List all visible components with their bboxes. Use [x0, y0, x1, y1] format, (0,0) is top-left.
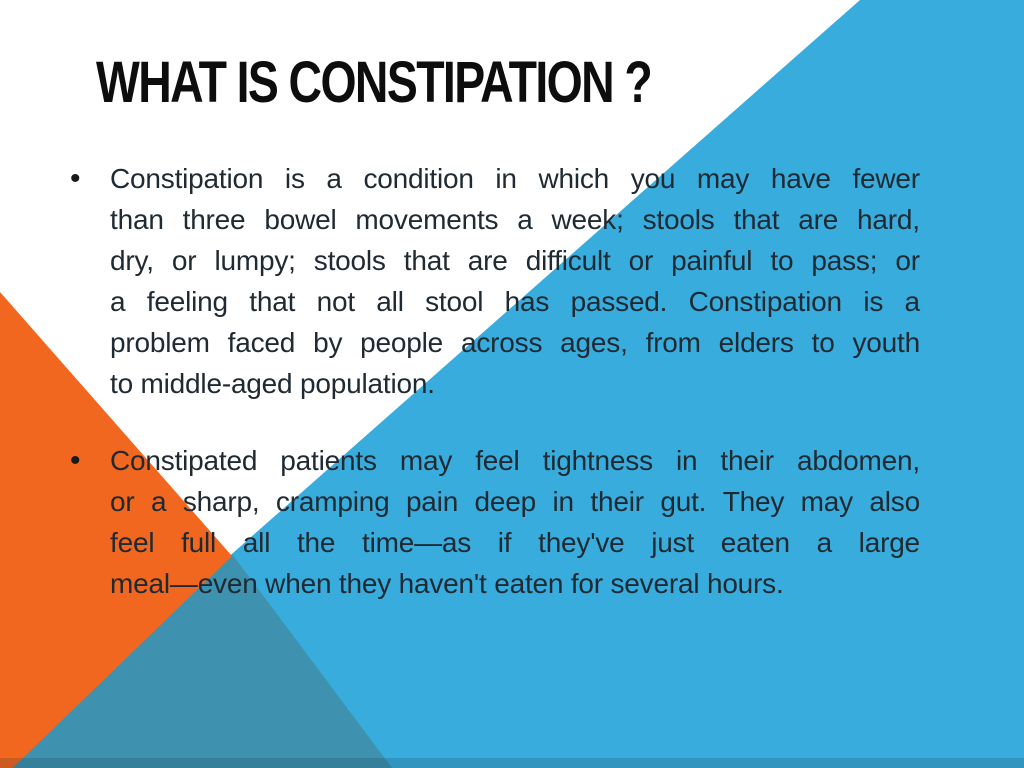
- word: also: [869, 486, 920, 517]
- word: than: [110, 204, 164, 235]
- word: in: [552, 486, 574, 517]
- word: not: [316, 286, 355, 317]
- word: pain: [405, 486, 459, 517]
- word: dry,: [110, 245, 154, 276]
- word: just: [651, 527, 695, 558]
- word: to: [770, 245, 794, 276]
- text-line: [110, 522, 920, 563]
- text-line: to middle-aged population.: [110, 368, 435, 399]
- bullet-item: [70, 440, 920, 604]
- word: that: [249, 286, 296, 317]
- word: by: [313, 327, 343, 358]
- word: painful: [671, 245, 753, 276]
- word: week;: [551, 204, 624, 235]
- word: is: [284, 163, 305, 194]
- slide-title: WHAT IS CONSTIPATION ?: [96, 50, 652, 115]
- word: all: [242, 527, 271, 558]
- word: faced: [227, 327, 296, 358]
- text-line: meal—even when they haven't eaten for several hours.: [110, 568, 784, 599]
- word: cramping: [275, 486, 390, 517]
- word: time—as: [361, 527, 472, 558]
- word: their: [720, 445, 774, 476]
- word: large: [858, 527, 920, 558]
- word: hard,: [857, 204, 920, 235]
- word: three: [182, 204, 246, 235]
- word: may: [696, 163, 750, 194]
- text-line: [110, 158, 920, 199]
- word: feel: [475, 445, 520, 476]
- word: gut.: [660, 486, 707, 517]
- word: passed.: [570, 286, 668, 317]
- bullet-dot-icon: •: [70, 162, 81, 195]
- word: abdomen,: [796, 445, 920, 476]
- text-line: [110, 481, 920, 522]
- text-line: [110, 281, 920, 322]
- word: stool: [425, 286, 484, 317]
- word: you: [630, 163, 676, 194]
- word: ages,: [560, 327, 628, 358]
- word: their: [590, 486, 644, 517]
- word: feeling: [146, 286, 228, 317]
- word: Constipation: [688, 286, 842, 317]
- word: condition: [363, 163, 474, 194]
- word: in: [675, 445, 698, 476]
- word: or: [628, 245, 654, 276]
- word: or: [110, 486, 135, 517]
- word: a: [904, 286, 920, 317]
- word: stools: [642, 204, 715, 235]
- word: may: [800, 486, 853, 517]
- word: elders: [718, 327, 794, 358]
- word: has: [504, 286, 550, 317]
- word: sharp,: [182, 486, 260, 517]
- word: people: [360, 327, 444, 358]
- text-line: [110, 322, 920, 363]
- text-line: [110, 240, 920, 281]
- word: a: [150, 486, 167, 517]
- word: movements: [355, 204, 499, 235]
- word: pass;: [811, 245, 878, 276]
- bullet-dot-icon: •: [70, 444, 81, 477]
- word: lumpy;: [214, 245, 296, 276]
- word: all: [376, 286, 404, 317]
- word: Constipated: [110, 445, 258, 476]
- word: stools: [313, 245, 386, 276]
- word: are: [798, 204, 839, 235]
- word: They: [722, 486, 785, 517]
- bullet-text: [110, 440, 920, 604]
- bullet-item: [70, 158, 920, 404]
- word: across: [460, 327, 543, 358]
- word: bowel: [264, 204, 337, 235]
- word: patients: [280, 445, 377, 476]
- word: feel: [110, 527, 155, 558]
- word: that: [403, 245, 450, 276]
- word: full: [181, 527, 217, 558]
- word: may: [399, 445, 453, 476]
- word: a: [326, 163, 342, 194]
- word: they've: [538, 527, 625, 558]
- word: fewer: [852, 163, 920, 194]
- word: youth: [852, 327, 920, 358]
- word: that: [733, 204, 780, 235]
- word: a: [816, 527, 832, 558]
- word: Constipation: [110, 163, 264, 194]
- bullet-text: [110, 158, 920, 404]
- word: eaten: [720, 527, 790, 558]
- word: from: [645, 327, 701, 358]
- word: in: [495, 163, 517, 194]
- word: or: [171, 245, 197, 276]
- word: the: [296, 527, 336, 558]
- text-line: [110, 440, 920, 481]
- word: if: [497, 527, 512, 558]
- word: which: [538, 163, 610, 194]
- word: deep: [474, 486, 537, 517]
- word: tightness: [542, 445, 653, 476]
- word: have: [770, 163, 831, 194]
- word: a: [517, 204, 533, 235]
- bullet-list: [70, 158, 920, 604]
- word: are: [467, 245, 508, 276]
- word: problem: [110, 327, 210, 358]
- word: difficult: [525, 245, 611, 276]
- bottom-edge-shade: [0, 758, 1024, 768]
- word: to: [811, 327, 835, 358]
- word: is: [863, 286, 884, 317]
- word: a: [110, 286, 126, 317]
- word: or: [895, 245, 920, 276]
- text-line: [110, 199, 920, 240]
